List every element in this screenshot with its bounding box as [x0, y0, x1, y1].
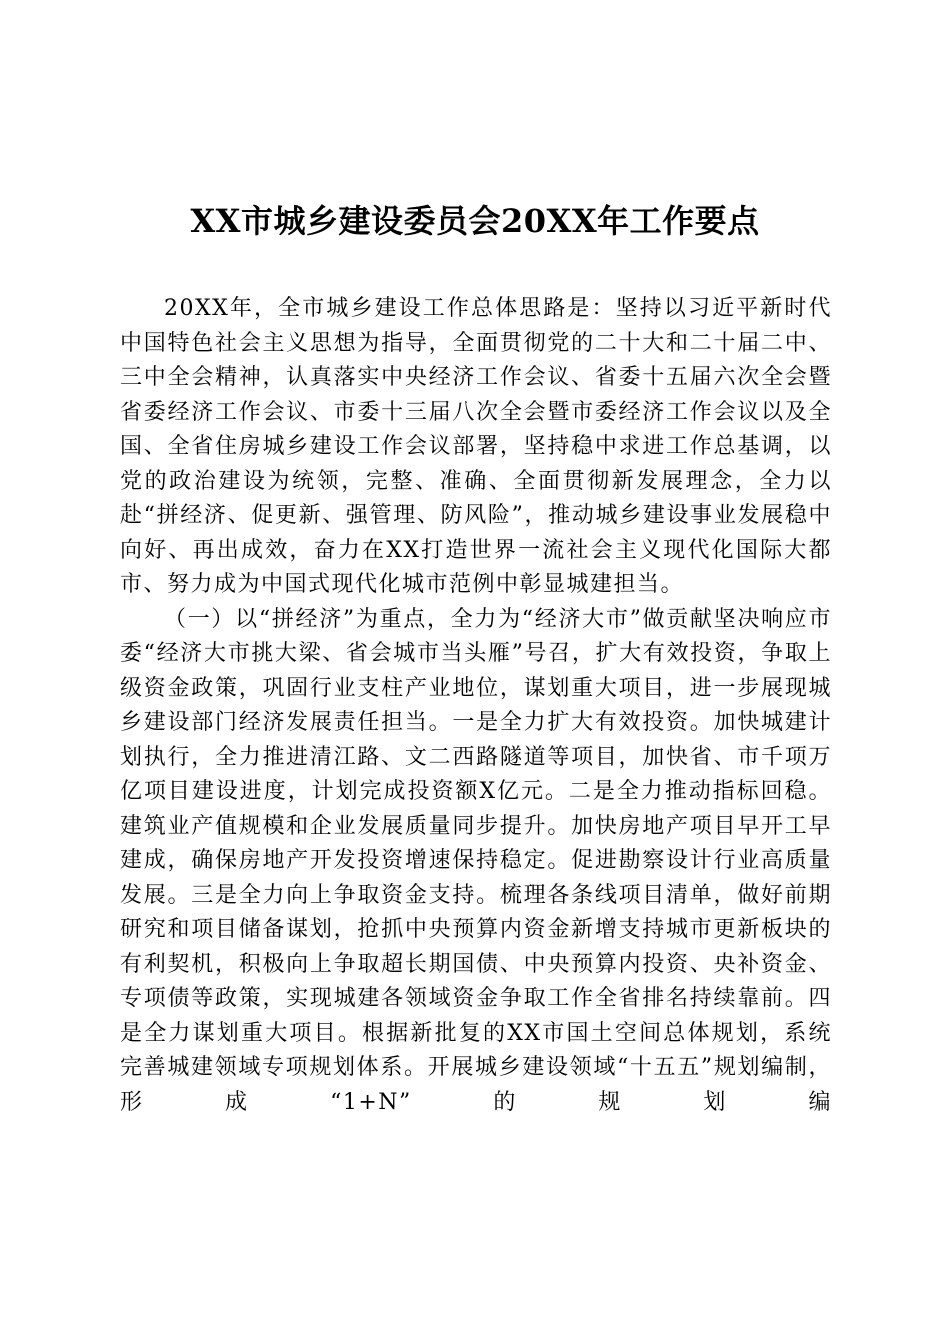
- document-body: [120, 292, 832, 1120]
- paragraph-section-one-economy: （一）以“拼经济”为重点，全力为“经济大市”做贡献坚决响应市委“经济大市挑大梁、省会城市当头雁”号召，扩大有效投资，争取上级资金政策，巩固行业支柱产业地位，谋划重大项目，进一步展现城乡建设部门经济发展责任担当。一是全力扩大有效投资。加快城建计划执行，全力推进清江路、文二西路隧道等项目，加快省、市千项万亿项目建设进度，计划完成投资额X亿元。二是全力推动指标回稳。建筑业产值规模和企业发展质量同步提升。加快房地产项目早开工早建成，确保房地产开发投资增速保持稳定。促进勘察设计行业高质量发展。三是全力向上争取资金支持。梳理各条线项目清单，做好前期研究和项目储备谋划，抢抓中央预算内资金新增支持城市更新板块的有利契机，积极向上争取超长期国债、中央预算内投资、央补资金、专项债等政策，实现城建各领域资金争取工作全省排名持续靠前。四是全力谋划重大项目。根据新批复的XX市国土空间总体规划，系统完善城建领域专项规划体系。开展城乡建设领域“十五五”规划编制，形成“1+N”的规划编: [120, 606, 832, 1115]
- paragraph-overall-approach: 20XX年，全市城乡建设工作总体思路是：坚持以习近平新时代中国特色社会主义思想为指导，全面贯彻党的二十大和二十届二中、三中全会精神，认真落实中央经济工作会议、省委十五届六次全会暨省委经济工作会议、市委十三届八次全会暨市委经济工作会议以及全国、全省住房城乡建设工作会议部署，坚持稳中求进工作总基调，以党的政治建设为统领，完整、准确、全面贯彻新发展理念，全力以赴“拼经济、促更新、强管理、防风险”，推动城乡建设事业发展稳中向好、再出成效，奋力在XX打造世界一流社会主义现代化国际大都市、努力成为中国式现代化城市范例中彰显城建担当。: [120, 296, 832, 597]
- document-title: XX市城乡建设委员会20XX年工作要点: [190, 202, 760, 240]
